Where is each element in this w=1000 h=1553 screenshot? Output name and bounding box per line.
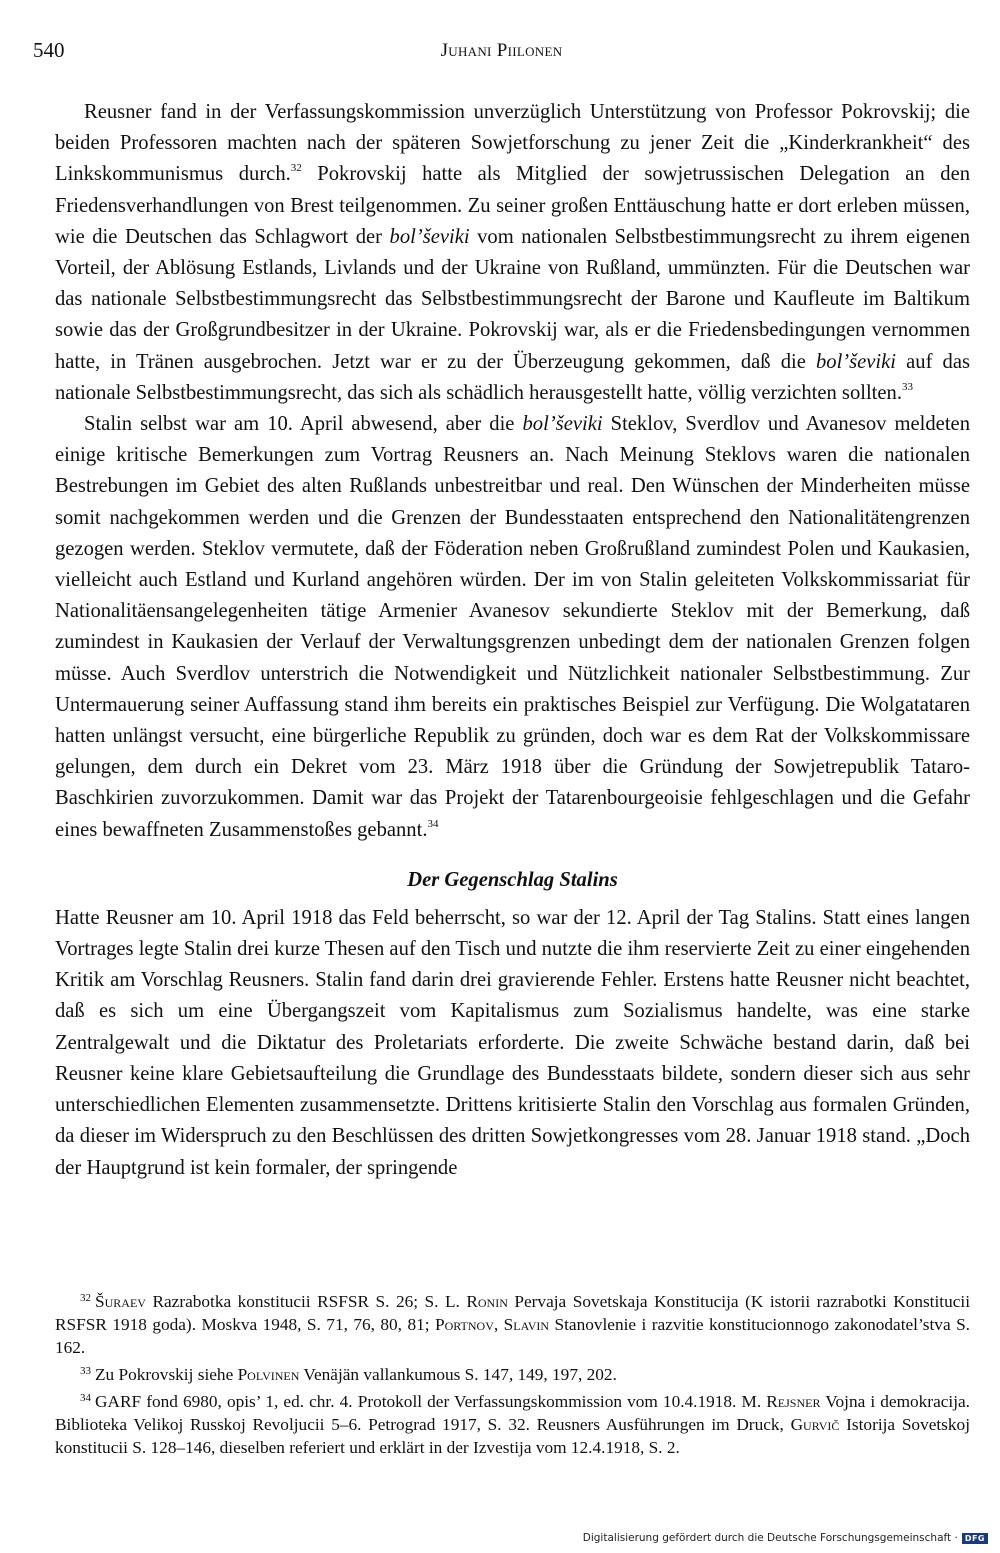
footnote-reference: 32: [290, 162, 302, 175]
author-name: Ronin: [466, 1292, 508, 1311]
author-name: Portnov: [434, 1315, 494, 1334]
author-name: Šuraev: [95, 1292, 146, 1311]
italic-term: bol’ševiki: [815, 350, 897, 373]
italic-term: bol’ševiki: [522, 413, 603, 436]
italic-term: bol’ševiki: [389, 225, 470, 248]
footnote: $^{33}$ Zu Pokrovskij siehe Polvinen Venäjän vallankumous S. 147, 149, 197, 202.: [80, 1365, 617, 1384]
digitization-credit: [583, 1532, 988, 1544]
author-name: Gurvič: [790, 1415, 840, 1434]
page-header: [33, 38, 970, 68]
paragraph: Reusner fand in der Verfassungskommission unverzüglich Unterstützung von Professor Pokrovskij; die beiden Professoren machten nach der späteren Sowjetforschung zu jener Zeit die „Kinderkrankheit“ des Linkskommunismus durch.$^{32}$ Pokrovskij hatte als Mitglied der sowjetrussischen Delegation an den Friedensverhandlungen von Brest teilgenommen. Zu seiner großen Enttäuschung hatte er dort erleben müssen, wie die Deutschen das Schlagwort der bol’ševiki vom nationalen Selbstbestimmungsrecht zu ihrem eigenen Vorteil, der Ablösung Estlands, Livlands und der Ukraine von Rußland, ummünzten. Für die Deutschen war das nationale Selbstbestimmungsrecht das Selbstbestimmungsrecht der Barone und Kaufleute im Baltikum sowie das der Großgrundbesitzer in der Ukraine. Pokrovskij war, als er die Friedensbedingungen vernommen hatte, in Tränen ausgebrochen. Jetzt war er zu der Überzeugung gekommen, daß die bol’ševiki auf das nationale Selbstbestimmungsrecht, das sich als schädlich herausgestellt hatte, völlig verzichten sollten.$^{33}$: [55, 101, 971, 404]
footnote: $^{34}$ GARF fond 6980, opis’ 1, ed. chr. 4. Protokoll der Verfassungskommission vom 10.4.1918. M. Rejsner Vojna i demokracija. Biblioteka Velikoj Russkoj Revoljucii 5–6. Petrograd 1917, S. 32. Reusners Ausführungen im Druck, Gurvič Istorija Sovetskoj konstitucii S. 128–146, dieselben referiert und erklärt in der Izvestija vom 12.4.1918, S. 2.: [55, 1392, 970, 1457]
footnote-number: 32: [80, 1292, 91, 1304]
footnote-number: 33: [80, 1365, 91, 1377]
author-name: Slavin: [503, 1315, 550, 1334]
footnotes: [55, 1290, 970, 1459]
credit-text: Digitalisierung gefördert durch die Deutsche Forschungsgemeinschaft ·: [582, 1532, 958, 1544]
footnote-reference: 33: [902, 380, 913, 393]
paragraph: Stalin selbst war am 10. April abwesend, aber die bol’ševiki Steklov, Sverdlov und Avanesov meldeten einige kritische Bemerkungen zum Vortrag Reusners an. Nach Meinung Steklovs waren die nationalen Bestrebungen im Gebiet des alten Rußlands unbestreitbar und real. Den Wünschen der Minderheiten müsse somit nachgekommen werden und die Grenzen der Bundesstaaten entsprechend den Nationalitätengrenzen gezogen werden. Steklov vermutete, daß der Föderation neben Großrußland zumindest Polen und Kaukasien, vielleicht auch Estland und Kurland angehören würden. Der im von Stalin geleiteten Volkskommissariat für Nationalitäensangelegenheiten tätige Armenier Avanesov sekundierte Steklov mit der Bemerkung, daß zumindest in Kaukasien der Verlauf der Verwaltungsgrenzen unbedingt dem der nationalen Grenzen folgen müsse. Auch Sverdlov unterstrich die Notwendigkeit und Nützlichkeit nationaler Selbstbestimmung. Zur Untermauerung seiner Auffassung stand ihm bereits ein praktisches Beispiel zur Verfügung. Die Wolgatataren hatten unlängst versucht, eine bürgerliche Republik zu gründen, doch war es dem Rat der Volkskommissare gelungen, dem durch ein Dekret vom 23. März 1918 über die Gründung der Sowjetrepublik Tataro-Baschkirien zuvorzukommen. Damit war das Projekt der Tatarenbourgeoisie fehlgeschlagen und die Gefahr eines bewaffneten Zusammenstoßes gebannt.$^{34}$: [55, 413, 970, 841]
main-text: [55, 97, 970, 1184]
paragraph: Hatte Reusner am 10. April 1918 das Feld beherrscht, so war der 12. April der Tag Stalins. Statt eines langen Vortrages legte Stalin drei kurze Thesen auf den Tisch und nutzte die ihm reservierte Zeit zu einer eingehenden Kritik am Vorschlag Reusners. Stalin fand darin drei gravierende Fehler. Erstens hatte Reusner nicht beachtet, daß es sich um eine Übergangszeit vom Kapitalismus zum Sozialismus handelte, was eine starke Zentralgewalt und die Diktatur des Proletariats erforderte. Die zweite Schwäche bestand darin, daß bei Reusner keine klare Gebietsaufteilung die Grundlage des Bundesstaats bildete, sondern dieser sich aus sehr unterschiedlichen Elementen zusammensetzte. Drittens kritisierte Stalin den Vorschlag aus formalen Gründen, da dieser im Widerspruch zu den Beschlüssen des dritten Sowjetkongresses vom 28. Januar 1918 stand. „Doch der Hauptgrund ist kein formaler, der springende: [55, 906, 970, 1179]
footnote-reference: 34: [427, 817, 439, 830]
footnote-number: 34: [80, 1392, 91, 1404]
section-heading: Der Gegenschlag Stalins: [407, 868, 618, 891]
author-name: Polvinen: [237, 1365, 300, 1384]
footnote: $^{32}$ Šuraev Razrabotka konstitucii RSFSR S. 26; S. L. Ronin Pervaja Sovetskaja Konstitucija (K istorii razrabotki Konstitucii RSFSR 1918 goda). Moskva 1948, S. 71, 76, 80, 81; Portnov, Slavin Stanovlenie i razvitie konstitucionnogo zakonodatel’stva S. 162.: [55, 1292, 970, 1357]
page-number: 540: [33, 38, 65, 62]
dfg-logo: DFG: [962, 1533, 988, 1544]
running-head: Juhani Piilonen: [440, 40, 563, 61]
author-name: Rejsner: [766, 1392, 821, 1411]
